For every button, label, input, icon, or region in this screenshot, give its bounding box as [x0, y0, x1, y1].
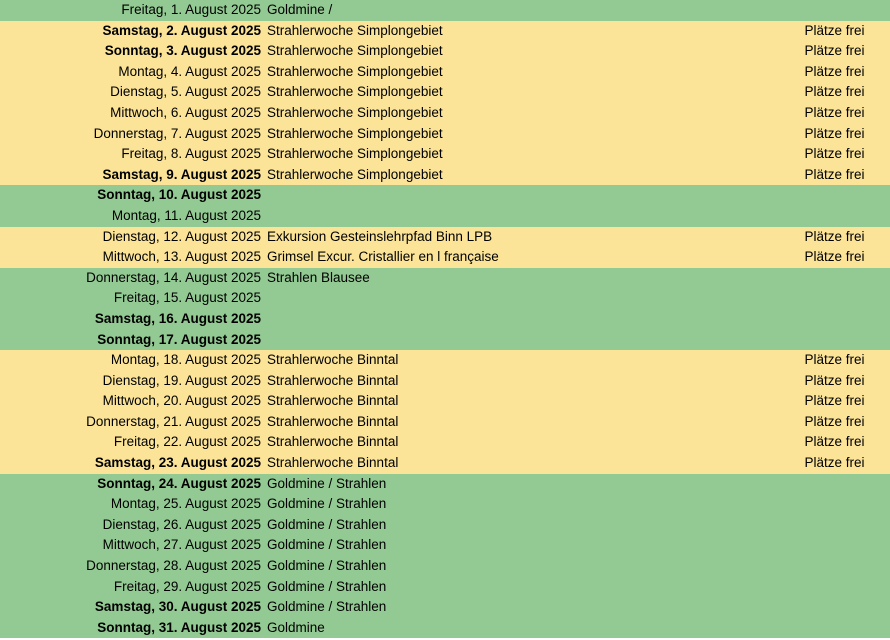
calendar-event-cell: Goldmine — [264, 618, 773, 639]
calendar-status-cell — [773, 618, 890, 639]
calendar-event-cell: Strahlerwoche Simplongebiet — [264, 124, 773, 145]
calendar-date-cell: Freitag, 1. August 2025 — [0, 0, 264, 21]
calendar-status-cell — [773, 330, 890, 351]
calendar-status-cell — [773, 268, 890, 289]
calendar-status-cell — [773, 0, 890, 21]
calendar-event-cell: Strahlerwoche Binntal — [264, 371, 773, 392]
calendar-date-cell: Montag, 25. August 2025 — [0, 494, 264, 515]
calendar-date-cell: Sonntag, 10. August 2025 — [0, 185, 264, 206]
calendar-date-cell: Samstag, 23. August 2025 — [0, 453, 264, 474]
calendar-status-cell — [773, 597, 890, 618]
calendar-row[interactable] — [0, 288, 890, 309]
calendar-event-cell: Strahlerwoche Binntal — [264, 412, 773, 433]
calendar-date-cell: Mittwoch, 13. August 2025 — [0, 247, 264, 268]
calendar-row[interactable] — [0, 515, 890, 536]
calendar-row[interactable] — [0, 597, 890, 618]
calendar-event-cell: Exkursion Gesteinslehrpfad Binn LPB — [264, 227, 773, 248]
calendar-status-cell — [773, 494, 890, 515]
calendar-status-cell — [773, 288, 890, 309]
calendar-date-cell: Donnerstag, 7. August 2025 — [0, 124, 264, 145]
calendar-status-cell — [773, 309, 890, 330]
calendar-event-cell: Goldmine / Strahlen — [264, 556, 773, 577]
calendar-status-cell: Plätze frei — [773, 41, 890, 62]
calendar-row[interactable] — [0, 309, 890, 330]
calendar-date-cell: Donnerstag, 14. August 2025 — [0, 268, 264, 289]
calendar-event-cell — [264, 206, 773, 227]
calendar-event-cell: Goldmine / Strahlen — [264, 515, 773, 536]
calendar-status-cell: Plätze frei — [773, 82, 890, 103]
calendar-event-cell: Strahlerwoche Simplongebiet — [264, 21, 773, 42]
calendar-row[interactable] — [0, 453, 890, 474]
calendar-date-cell: Mittwoch, 6. August 2025 — [0, 103, 264, 124]
calendar-date-cell: Freitag, 22. August 2025 — [0, 432, 264, 453]
calendar-row[interactable] — [0, 391, 890, 412]
calendar-event-cell: Strahlerwoche Binntal — [264, 350, 773, 371]
calendar-date-cell: Samstag, 30. August 2025 — [0, 597, 264, 618]
calendar-status-cell — [773, 577, 890, 598]
calendar-row[interactable] — [0, 412, 890, 433]
calendar-status-cell: Plätze frei — [773, 453, 890, 474]
calendar-status-cell — [773, 185, 890, 206]
calendar-row[interactable] — [0, 62, 890, 83]
calendar-row[interactable] — [0, 371, 890, 392]
calendar-date-cell: Dienstag, 19. August 2025 — [0, 371, 264, 392]
calendar-row[interactable] — [0, 144, 890, 165]
calendar-event-cell: Grimsel Excur. Cristallier en l française — [264, 247, 773, 268]
calendar-status-cell: Plätze frei — [773, 144, 890, 165]
calendar-row[interactable] — [0, 350, 890, 371]
calendar-status-cell: Plätze frei — [773, 21, 890, 42]
calendar-event-cell — [264, 330, 773, 351]
calendar-row[interactable] — [0, 432, 890, 453]
calendar-event-cell: Strahlerwoche Simplongebiet — [264, 62, 773, 83]
calendar-event-cell: Strahlerwoche Simplongebiet — [264, 165, 773, 186]
calendar-row[interactable] — [0, 618, 890, 639]
calendar-status-cell: Plätze frei — [773, 391, 890, 412]
calendar-event-cell: Goldmine / Strahlen — [264, 474, 773, 495]
calendar-row[interactable] — [0, 268, 890, 289]
calendar-row[interactable] — [0, 0, 890, 21]
calendar-row[interactable] — [0, 474, 890, 495]
calendar-event-cell: Strahlerwoche Simplongebiet — [264, 103, 773, 124]
calendar-row[interactable] — [0, 494, 890, 515]
calendar-row[interactable] — [0, 227, 890, 248]
calendar-date-cell: Sonntag, 17. August 2025 — [0, 330, 264, 351]
calendar-event-cell: Strahlen Blausee — [264, 268, 773, 289]
calendar-status-cell: Plätze frei — [773, 124, 890, 145]
calendar-date-cell: Mittwoch, 27. August 2025 — [0, 535, 264, 556]
calendar-date-cell: Samstag, 9. August 2025 — [0, 165, 264, 186]
calendar-row[interactable] — [0, 103, 890, 124]
calendar-date-cell: Freitag, 15. August 2025 — [0, 288, 264, 309]
calendar-date-cell: Montag, 18. August 2025 — [0, 350, 264, 371]
calendar-date-cell: Dienstag, 12. August 2025 — [0, 227, 264, 248]
calendar-status-cell: Plätze frei — [773, 227, 890, 248]
calendar-event-cell: Goldmine / Strahlen — [264, 535, 773, 556]
calendar-date-cell: Donnerstag, 28. August 2025 — [0, 556, 264, 577]
calendar-row[interactable] — [0, 535, 890, 556]
calendar-event-cell: Goldmine / Strahlen — [264, 597, 773, 618]
calendar-row[interactable] — [0, 247, 890, 268]
calendar-status-cell — [773, 206, 890, 227]
calendar-event-cell: Goldmine / — [264, 0, 773, 21]
calendar-event-cell: Strahlerwoche Binntal — [264, 391, 773, 412]
calendar-date-cell: Samstag, 2. August 2025 — [0, 21, 264, 42]
calendar-status-cell: Plätze frei — [773, 350, 890, 371]
calendar-date-cell: Freitag, 8. August 2025 — [0, 144, 264, 165]
calendar-row[interactable] — [0, 165, 890, 186]
calendar-date-cell: Freitag, 29. August 2025 — [0, 577, 264, 598]
calendar-event-cell — [264, 185, 773, 206]
calendar-event-cell — [264, 288, 773, 309]
calendar-row[interactable] — [0, 577, 890, 598]
calendar-event-cell: Goldmine / Strahlen — [264, 577, 773, 598]
calendar-event-cell: Strahlerwoche Simplongebiet — [264, 82, 773, 103]
calendar-row[interactable] — [0, 21, 890, 42]
calendar-event-cell: Strahlerwoche Simplongebiet — [264, 144, 773, 165]
calendar-date-cell: Samstag, 16. August 2025 — [0, 309, 264, 330]
calendar-status-cell — [773, 515, 890, 536]
calendar-date-cell: Sonntag, 3. August 2025 — [0, 41, 264, 62]
calendar-status-cell: Plätze frei — [773, 247, 890, 268]
calendar-status-cell — [773, 556, 890, 577]
calendar-event-cell: Goldmine / Strahlen — [264, 494, 773, 515]
calendar-event-cell: Strahlerwoche Binntal — [264, 453, 773, 474]
calendar-row[interactable] — [0, 330, 890, 351]
calendar-status-cell: Plätze frei — [773, 103, 890, 124]
calendar-date-cell: Montag, 4. August 2025 — [0, 62, 264, 83]
calendar-row[interactable] — [0, 41, 890, 62]
calendar-date-cell: Sonntag, 31. August 2025 — [0, 618, 264, 639]
calendar-date-cell: Donnerstag, 21. August 2025 — [0, 412, 264, 433]
calendar-status-cell: Plätze frei — [773, 165, 890, 186]
calendar-row[interactable] — [0, 556, 890, 577]
calendar-status-cell: Plätze frei — [773, 432, 890, 453]
calendar-row[interactable] — [0, 206, 890, 227]
calendar-status-cell — [773, 535, 890, 556]
calendar-status-cell — [773, 474, 890, 495]
calendar-status-cell: Plätze frei — [773, 62, 890, 83]
calendar-row[interactable] — [0, 82, 890, 103]
calendar-row[interactable] — [0, 185, 890, 206]
calendar-date-cell: Sonntag, 24. August 2025 — [0, 474, 264, 495]
calendar-event-cell: Strahlerwoche Simplongebiet — [264, 41, 773, 62]
calendar-status-cell: Plätze frei — [773, 412, 890, 433]
calendar-event-cell — [264, 309, 773, 330]
calendar-date-cell: Mittwoch, 20. August 2025 — [0, 391, 264, 412]
calendar-date-cell: Montag, 11. August 2025 — [0, 206, 264, 227]
calendar-date-cell: Dienstag, 5. August 2025 — [0, 82, 264, 103]
calendar-status-cell: Plätze frei — [773, 371, 890, 392]
calendar-event-cell: Strahlerwoche Binntal — [264, 432, 773, 453]
calendar-row[interactable] — [0, 124, 890, 145]
calendar-date-cell: Dienstag, 26. August 2025 — [0, 515, 264, 536]
